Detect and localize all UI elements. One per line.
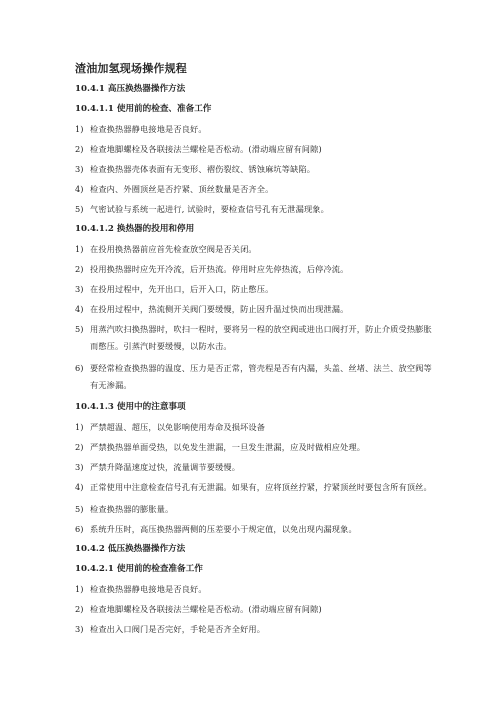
list-item (75, 624, 435, 635)
item-number: 4) (75, 482, 84, 492)
list-item (75, 524, 435, 535)
item-number: 5) (75, 504, 84, 514)
item-number: 3) (75, 624, 84, 634)
item-text: 要经常检查换热器的温度、压力是否正常，管壳程是否有内漏，头盖、丝堵、法兰、放空阀等有无渗漏。 (90, 363, 432, 390)
list-item (75, 264, 435, 275)
section-heading: 10.4.2 低压换热器操作方法 (75, 544, 186, 554)
item-number: 6) (75, 524, 84, 534)
item-text: 严禁换热器单面受热，以免发生泄漏，一旦发生泄漏，应及时做相应处理。 (90, 442, 366, 452)
item-number: 1) (75, 584, 84, 594)
item-number: 4) (75, 184, 84, 194)
item-text: 用蒸汽吹扫换热器时，吹扫一程时，要将另一程的放空阀或进出口阀打开，防止介质受热膨胀而憋压。引蒸汽时要缓慢，以防水击。 (90, 324, 432, 351)
subsection-heading: 10.4.1.1 使用前的检查、准备工作 (75, 104, 212, 114)
list-item (75, 184, 435, 195)
item-text: 检查换热器壳体表面有无变形、褶伤裂纹、锈蚀麻坑等缺陷。 (90, 164, 316, 174)
list-item (75, 604, 435, 615)
item-text: 气密试验与系统一起进行, 试验时，要检查信号孔有无泄漏现象。 (90, 204, 329, 214)
subsection-heading: 10.4.1.3 使用中的注意事项 (75, 402, 186, 412)
item-text: 在投用过程中，先开出口，后开入口，防止憋压。 (90, 284, 274, 294)
list-item (75, 442, 435, 453)
list-item (75, 164, 435, 175)
list-item (75, 324, 435, 355)
item-text: 正常使用中注意检查信号孔有无泄漏。如果有，应将顶丝拧紧，拧紧顶丝时要包含所有顶丝。 (90, 482, 432, 492)
item-text: 严禁超温、超压，以免影响使用寿命及损坏设备 (90, 422, 266, 432)
list-item (75, 244, 435, 255)
item-text: 检查换热器静电接地是否良好。 (90, 584, 207, 594)
item-text: 检查出入口阀门是否完好，手轮是否齐全好用。 (90, 624, 266, 634)
section-heading: 10.4.1 高压换热器操作方法 (75, 84, 186, 94)
list-item (75, 363, 435, 394)
list-item (75, 204, 435, 215)
item-number: 2) (75, 604, 84, 614)
item-number: 3) (75, 462, 84, 472)
item-number: 2) (75, 264, 84, 274)
item-text: 在投用过程中，热流侧开关阀门要缓慢，防止因升温过快而出现泄漏。 (90, 304, 349, 314)
item-text: 在投用换热器前应首先检查放空阀是否关闭。 (90, 244, 257, 254)
item-text: 投用换热器时应先开冷流，后开热流。停用时应先停热流，后停冷流。 (90, 264, 349, 274)
list-item (75, 422, 435, 433)
list-item (75, 304, 435, 315)
subsection-heading: 10.4.2.1 使用前的检查准备工作 (75, 564, 203, 574)
item-number: 6) (75, 363, 84, 373)
list-item (75, 124, 435, 135)
document-title: 渣油加氢现场操作规程 (75, 62, 187, 75)
item-number: 1) (75, 124, 84, 134)
item-text: 系统升压时，高压换热器两侧的压差要小于规定值，以免出现内漏现象。 (90, 524, 357, 534)
item-text: 检查地脚螺栓及各联接法兰螺栓是否松动。(滑动端应留有间隙) (90, 604, 322, 614)
item-number: 3) (75, 284, 84, 294)
item-text: 检查内、外圈顶丝是否拧紧、顶丝数量是否齐全。 (90, 184, 274, 194)
item-number: 4) (75, 304, 84, 314)
item-number: 3) (75, 164, 84, 174)
list-item (75, 144, 435, 155)
item-number: 5) (75, 204, 84, 214)
document-body (75, 84, 435, 644)
item-number: 1) (75, 422, 84, 432)
list-item (75, 504, 435, 515)
list-item (75, 584, 435, 595)
item-text: 检查换热器静电接地是否良好。 (90, 124, 207, 134)
item-number: 2) (75, 144, 84, 154)
item-text: 严禁升降温速度过快，流量调节要缓慢。 (90, 462, 241, 472)
subsection-heading: 10.4.1.2 换热器的投用和停用 (75, 224, 195, 234)
item-number: 2) (75, 442, 84, 452)
item-number: 5) (75, 324, 84, 334)
list-item (75, 284, 435, 295)
item-number: 1) (75, 244, 84, 254)
list-item (75, 462, 435, 473)
item-text: 检查地脚螺栓及各联接法兰螺栓是否松动。(滑动端应留有间隙) (90, 144, 322, 154)
item-text: 检查换热器的膨胀量。 (90, 504, 174, 514)
list-item (75, 482, 435, 496)
